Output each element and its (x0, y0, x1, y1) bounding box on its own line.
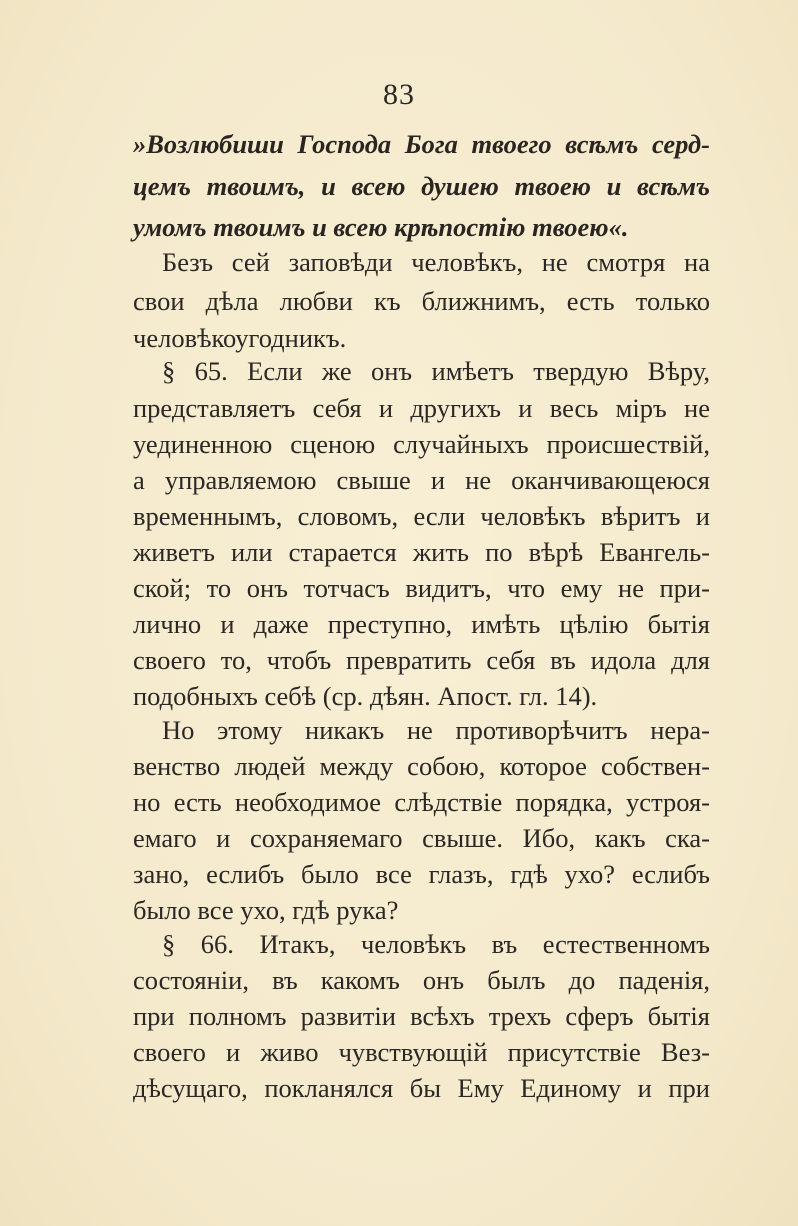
text-line: при полномъ развитіи всѣхъ трехъ сферъ бытія (133, 1001, 710, 1031)
text-line: Безъ сей заповѣди человѣкъ, не смотря на (162, 247, 710, 277)
text-line: своего и живо чувствующій присутствіе Вез- (133, 1037, 710, 1067)
text-line: своего то, чтобъ превратить себя въ идола для (133, 645, 710, 675)
text-line: свои дѣла любви къ ближнимъ, есть только (133, 286, 710, 316)
text-line: зано, еслибъ было все глазъ, гдѣ ухо? еслибъ (133, 859, 710, 889)
text-line: было все ухо, гдѣ рука? (133, 895, 399, 925)
text-line: но есть необходимое слѣдствіе порядка, устроя- (133, 787, 710, 817)
text-line: ской; то онъ тотчасъ видитъ, что ему не при- (133, 573, 710, 603)
text-line: лично и даже преступно, имѣть цѣлію бытія (133, 609, 710, 639)
text-line: умомъ твоимъ и всею крѣпостію твоею«. (133, 212, 629, 242)
text-line: представляетъ себя и другихъ и весь міръ не (133, 393, 710, 423)
text-line: подобныхъ себѣ (ср. дѣян. Апост. гл. 14). (133, 681, 598, 711)
text-line: § 65. Если же онъ имѣетъ твердую Вѣру, (162, 356, 710, 386)
text-line: а управляемою свыше и не оканчивающеюся (133, 465, 710, 495)
text-line: § 66. Итакъ, человѣкъ въ естественномъ (162, 929, 710, 959)
text-line: венство людей между собою, которое собствен- (133, 751, 710, 781)
text-line: живетъ или старается жить по вѣрѣ Евангель- (133, 537, 710, 567)
text-line: Но этому никакъ не противорѣчитъ нера- (162, 715, 710, 745)
text-line: цемъ твоимъ, и всею душею твоею и всѣмъ (133, 171, 710, 201)
text-line: »Возлюбиши Господа Бога твоего всѣмъ серд- (133, 129, 710, 159)
page-number: 83 (383, 78, 415, 111)
text-line: временнымъ, словомъ, если человѣкъ вѣритъ и (133, 501, 710, 531)
text-line: состояніи, въ какомъ онъ былъ до паденія, (133, 965, 710, 995)
text-line: уединенною сценою случайныхъ происшествій, (133, 429, 710, 459)
text-line: человѣкоугодникъ. (133, 323, 347, 353)
text-line: дѣсущаго, покланялся бы Ему Единому и при (133, 1073, 710, 1103)
text-line: емаго и сохраняемаго свыше. Ибо, какъ ска- (133, 823, 710, 853)
